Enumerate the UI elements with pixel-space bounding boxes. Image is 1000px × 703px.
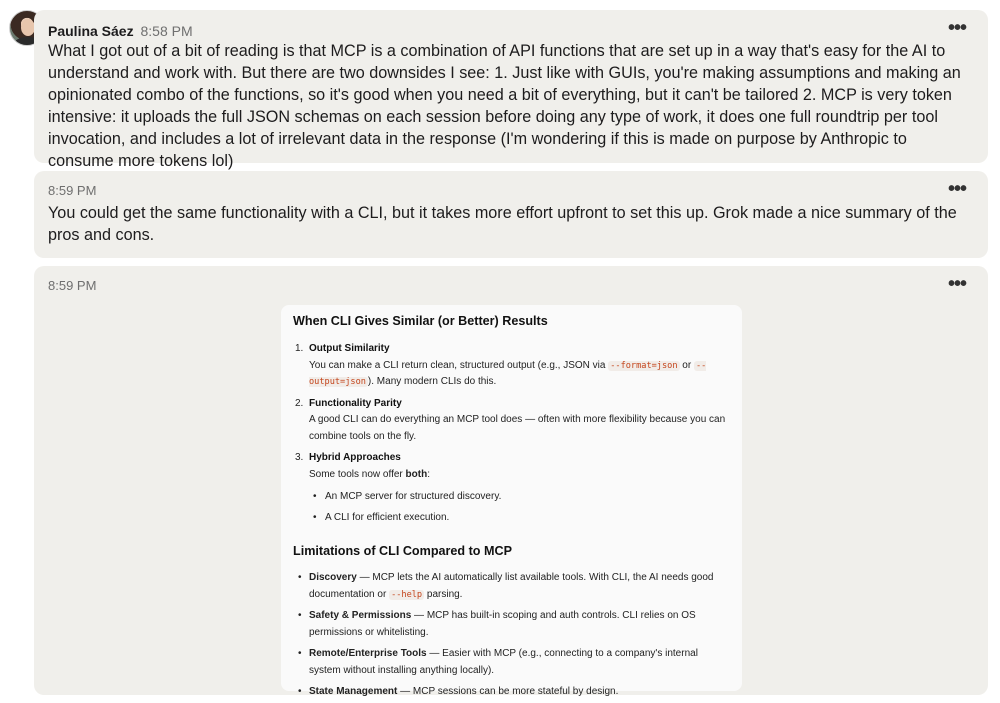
code-output-json: --output=json [309, 360, 707, 387]
more-actions-icon[interactable]: ••• [947, 273, 966, 295]
limit-text-a: — MCP lets the AI automatically list available tools. With CLI, the AI needs good documentation or [309, 572, 714, 600]
code-help: --help [391, 589, 423, 600]
item-text-a: You can make a CLI return clean, structured output (e.g., JSON via [309, 359, 609, 371]
limit-title: State Management [309, 686, 398, 697]
hybrid-sublist [313, 489, 730, 526]
message-2 [34, 171, 988, 258]
list-item [293, 608, 730, 641]
limit-title: Remote/Enterprise Tools [309, 648, 427, 659]
list-item [293, 341, 730, 391]
message-3 [34, 266, 988, 695]
item-number: 2. [295, 397, 304, 409]
item-title: Functionality Parity [309, 397, 402, 409]
item-text: A good CLI can do everything an MCP tool does — often with more flexibility because you can combine tools on the fly. [309, 414, 726, 442]
item-text-c: ). Many modern CLIs do this. [367, 376, 497, 387]
timestamp[interactable]: 8:59 PM [48, 183, 97, 198]
list-item [293, 646, 730, 679]
item-text-b: : [427, 468, 430, 480]
timestamp[interactable]: 8:58 PM [140, 23, 193, 39]
item-text-b: or [679, 359, 694, 371]
item-number: 1. [295, 343, 304, 354]
card-heading-similar: When CLI Gives Similar (or Better) Results [293, 314, 548, 328]
limit-text-b: parsing. [424, 588, 463, 600]
list-item [293, 570, 730, 603]
limit-text: — Easier with MCP (e.g., connecting to a company's internal system without installing anything locally). [309, 648, 698, 676]
attached-image-card[interactable] [281, 305, 742, 697]
code-format-json: --format=json [610, 360, 678, 371]
similarity-list [293, 341, 730, 526]
limit-title: Discovery [309, 572, 357, 583]
timestamp[interactable]: 8:59 PM [48, 278, 97, 293]
limit-text: — MCP has built-in scoping and auth controls. CLI relies on OS permissions or whitelisting. [309, 610, 696, 638]
item-text [309, 358, 730, 391]
card-heading-limitations: Limitations of CLI Compared to MCP [293, 544, 512, 558]
message-header [48, 22, 193, 40]
more-actions-icon[interactable]: ••• [947, 178, 966, 200]
list-item [293, 684, 730, 701]
item-text-bold: both [405, 468, 428, 480]
list-item [293, 396, 730, 446]
avatar-face [21, 19, 35, 36]
limit-title: Safety & Permissions [309, 610, 412, 621]
message-1 [34, 10, 988, 170]
message-text: What I got out of a bit of reading is that MCP is a combination of API functions that are set up in a way that's easy for the AI to understand and work with. But there are two downsides I see: 1. Just like with GUIs, you're making assumptions and making an opinionated combo of the functions, so it's good when you need a bit of everything, but it can't be tailored 2. MCP is very token intensive: it uploads the full JSON schemas on each session before doing any type of work, it does one full roundtrip per tool invocation, and includes a lot of irrelevant data in the response (I'm wondering if this is made on purpose by Anthropic to consume more tokens lol) [48, 42, 961, 170]
item-title: Hybrid Approaches [309, 452, 401, 463]
more-actions-icon[interactable]: ••• [947, 17, 966, 39]
limitations-list [293, 570, 730, 701]
item-number: 3. [295, 452, 304, 463]
sub-item: • A CLI for efficient execution. [313, 510, 730, 526]
item-title: Output Similarity [309, 343, 390, 354]
sub-item: • An MCP server for structured discovery. [313, 489, 730, 505]
list-item [293, 450, 730, 526]
limit-text: — MCP sessions can be more stateful by design. [397, 686, 619, 697]
item-text [309, 467, 730, 484]
item-text-a: Some tools now offer [309, 468, 406, 480]
message-text: You could get the same functionality with a CLI, but it takes more effort upfront to set this up. Grok made a nice summary of the pros and cons. [48, 204, 957, 244]
author-name[interactable]: Paulina Sáez [48, 23, 134, 39]
